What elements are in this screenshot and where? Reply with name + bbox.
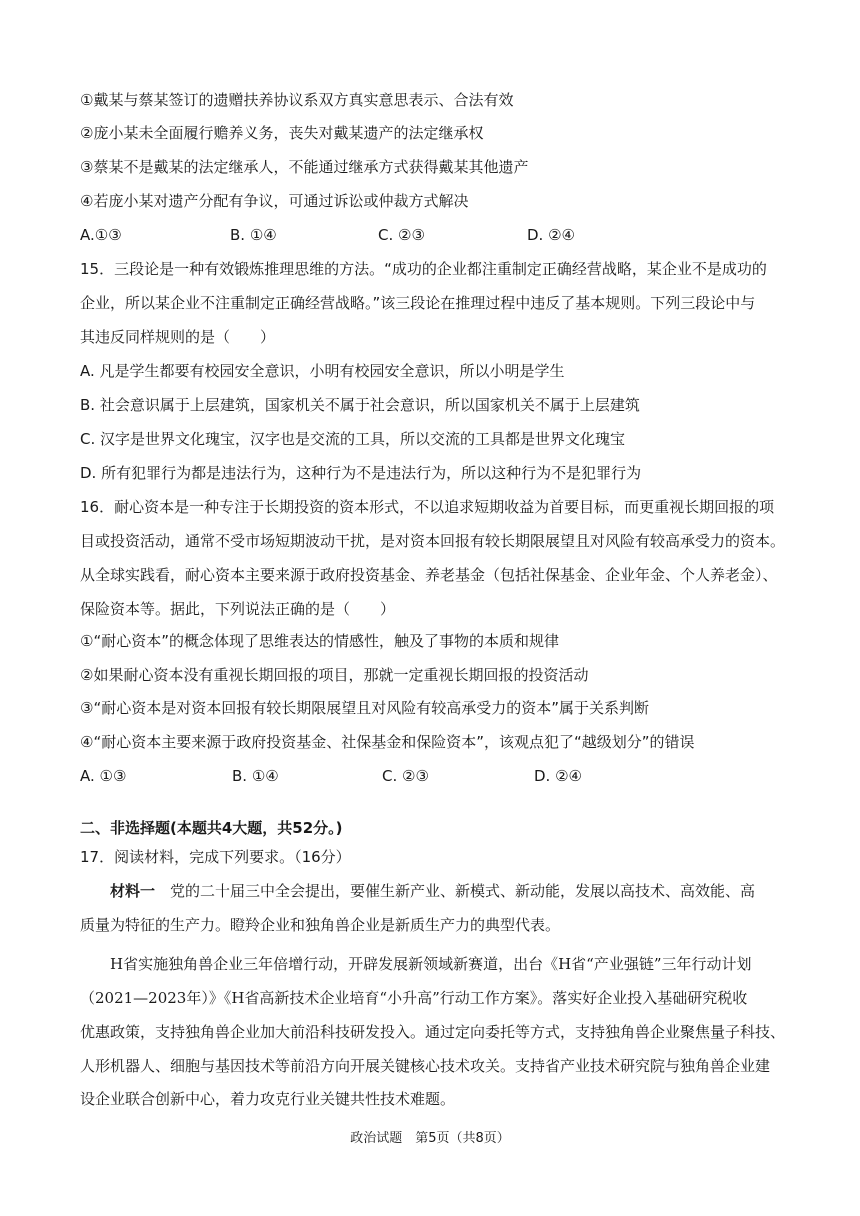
q14-option-a: A.①③: [80, 226, 122, 244]
q15-stem-line-1: 15．三段论是一种有效锻炼推理思维的方法。“成功的企业都注重制定正确经营战略，某企业不是成功的: [80, 260, 767, 278]
q16-statement-2: ②如果耐心资本没有重视长期回报的项目，那就一定重视长期回报的投资活动: [80, 666, 589, 684]
q14-option-b: B. ①④: [230, 226, 277, 244]
q17-paragraph-line-4: 人形机器人、细胞与基因技术等前沿方向开展关键核心技术攻关。支持省产业技术研究院与独角兽企业建: [80, 1057, 771, 1075]
q15-stem-line-2: 企业，所以某企业不注重制定正确经营战略。”该三段论在推理过程中违反了基本规则。下列三段论中与: [80, 294, 756, 312]
q15-option-a: A. 凡是学生都要有校园安全意识，小明有校园安全意识，所以小明是学生: [80, 362, 565, 380]
q14-statement-1: ①戴某与蔡某签订的遗赠扶养协议系双方真实意思表示、合法有效: [80, 91, 514, 109]
q16-statement-3: ③“耐心资本是对资本回报有较长期限展望且对风险有较高承受力的资本”属于关系判断: [80, 699, 649, 717]
q16-stem-line-3: 从全球实践看，耐心资本主要来源于政府投资基金、养老基金（包括社保基金、企业年金、个人养老金）、: [80, 566, 778, 584]
q16-option-b: B. ①④: [232, 767, 279, 785]
q14-statement-2: ②庞小某未全面履行赡养义务，丧失对戴某遗产的法定继承权: [80, 124, 484, 142]
q17-paragraph-line-1: H省实施独角兽企业三年倍增行动，开辟发展新领域新赛道，出台《H省“产业强链”三年行动计划: [110, 955, 752, 973]
q17-material-1-line-2: 质量为特征的生产力。瞪羚企业和独角兽企业是新质生产力的典型代表。: [80, 916, 561, 934]
q14-statement-4: ④若庞小某对遗产分配有争议，可通过诉讼或仲裁方式解决: [80, 192, 469, 210]
q14-option-d: D. ②④: [527, 226, 575, 244]
q16-option-c: C. ②③: [382, 767, 429, 785]
q17-title: 17．阅读材料，完成下列要求。（16分）: [80, 848, 351, 866]
q16-stem-line-1: 16．耐心资本是一种专注于长期投资的资本形式，不以追求短期收益为首要目标，而更重视长期回报的项: [80, 498, 775, 516]
q15-option-d: D. 所有犯罪行为都是违法行为，这种行为不是违法行为，所以这种行为不是犯罪行为: [80, 464, 642, 482]
q15-option-b: B. 社会意识属于上层建筑，国家机关不属于社会意识，所以国家机关不属于上层建筑: [80, 396, 640, 414]
q16-statement-1: ①“耐心资本”的概念体现了思维表达的情感性，触及了事物的本质和规律: [80, 632, 559, 650]
material-1-text: 党的二十届三中全会提出，要催生新产业、新模式、新动能，发展以高技术、高效能、高: [170, 882, 756, 900]
q16-option-a: A. ①③: [80, 767, 127, 785]
material-1-label: 材料一: [110, 882, 156, 900]
section-heading: 二、非选择题(本题共4大题，共52分。): [80, 819, 343, 837]
q16-option-d: D. ②④: [534, 767, 582, 785]
q16-stem-line-4: 保险资本等。据此，下列说法正确的是（ ）: [80, 600, 396, 618]
q17-paragraph-line-3: 优惠政策，支持独角兽企业加大前沿科技研发投入。通过定向委托等方式，支持独角兽企业聚焦量子科技、: [80, 1023, 786, 1041]
q17-material-1-line-1: [110, 880, 755, 902]
q15-stem-line-3: 其违反同样规则的是（ ）: [80, 328, 276, 346]
page-footer: 政治试题 第5页（共8页）: [350, 1131, 510, 1146]
q15-option-c: C. 汉字是世界文化瑰宝，汉字也是交流的工具，所以交流的工具都是世界文化瑰宝: [80, 430, 626, 448]
q17-paragraph-line-5: 设企业联合创新中心，着力攻克行业关键共性技术难题。: [80, 1090, 456, 1108]
q14-statement-3: ③蔡某不是戴某的法定继承人，不能通过继承方式获得戴某其他遗产: [80, 158, 529, 176]
q16-stem-line-2: 目或投资活动，通常不受市场短期波动干扰，是对资本回报有较长期限展望且对风险有较高承受力的资本。: [80, 532, 786, 550]
q14-option-c: C. ②③: [378, 226, 425, 244]
q16-statement-4: ④“耐心资本主要来源于政府投资基金、社保基金和保险资本”，该观点犯了“越级划分”的错误: [80, 733, 695, 751]
q17-paragraph-line-2: （2021—2023年）》《H省高新技术企业培育“小升高”行动工作方案》。落实好企业投入基础研究税收: [80, 989, 748, 1007]
